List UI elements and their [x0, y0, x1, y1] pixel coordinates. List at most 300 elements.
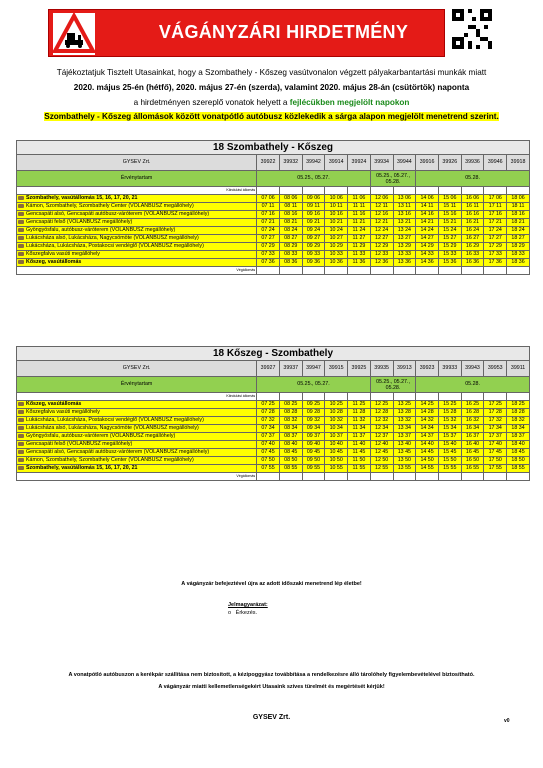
- departure-time: 11 06: [348, 195, 371, 203]
- bus-icon: [18, 466, 24, 470]
- after-closure-note: A vágányzár befejeztével újra az adott időszaki menetrend lép életbe!: [181, 581, 362, 587]
- validity-range: 05.25., 05.27., 05.28.: [370, 377, 415, 393]
- departure-time: 18 25: [507, 401, 530, 409]
- departure-time: 10 21: [325, 219, 348, 227]
- train-number: 39942: [302, 155, 325, 171]
- departure-time: 17 50: [484, 457, 507, 465]
- departure-time: 09 11: [302, 203, 325, 211]
- departure-time: 11 55: [348, 465, 371, 473]
- departure-time: 10 40: [325, 441, 348, 449]
- station-name: Kőszegfalva vasúti megállóhely: [26, 251, 100, 257]
- departure-time: 18 29: [507, 243, 530, 251]
- departure-time: 16 32: [461, 417, 484, 425]
- bus-icon: [18, 196, 24, 200]
- departure-time: 13 34: [393, 425, 416, 433]
- departure-time: 13 45: [393, 449, 416, 457]
- bus-icon: [18, 450, 24, 454]
- departure-time: 08 11: [279, 203, 302, 211]
- departure-time: 09 32: [302, 417, 325, 425]
- validity-label: Érvénytartam: [17, 377, 257, 393]
- departure-time: 09 25: [302, 401, 325, 409]
- departure-time: 07 34: [257, 425, 280, 433]
- departure-time: 18 33: [507, 251, 530, 259]
- bus-icon: [18, 220, 24, 224]
- station-row: [17, 449, 530, 457]
- departure-time: 10 50: [325, 457, 348, 465]
- train-number: 39926: [438, 155, 461, 171]
- departure-time: 12 40: [370, 441, 393, 449]
- departure-time: 11 29: [348, 243, 371, 251]
- departure-time: 13 40: [393, 441, 416, 449]
- timetable-szombathely-koszeg: [16, 140, 530, 275]
- station-name: Gencsapáti felső (VOLÁNBUSZ megállóhely): [26, 219, 133, 225]
- station-row: [17, 425, 530, 433]
- departure-time: 13 32: [393, 417, 416, 425]
- departure-time: 11 25: [348, 401, 371, 409]
- departure-time: 08 32: [279, 417, 302, 425]
- departure-time: 08 29: [279, 243, 302, 251]
- departure-time: 16 11: [461, 203, 484, 211]
- departure-time: 15 16: [438, 211, 461, 219]
- departure-time: 14 28: [416, 409, 439, 417]
- origin-marker: Kiindulási állomás: [17, 393, 257, 401]
- departure-time: 17 25: [484, 401, 507, 409]
- departure-time: 12 32: [370, 417, 393, 425]
- station-name: Gyöngyösfalu, autóbusz-váróterem (VOLÁNBUSZ megállóhely): [26, 227, 176, 233]
- departure-time: 17 06: [484, 195, 507, 203]
- departure-time: 14 55: [416, 465, 439, 473]
- station-row: [17, 465, 530, 473]
- intro-line-2: [0, 82, 543, 93]
- train-number: 39914: [325, 155, 348, 171]
- departure-time: 07 25: [257, 401, 280, 409]
- departure-time: 15 24: [438, 227, 461, 235]
- validity-range: 05.28.: [416, 377, 530, 393]
- station-name: Gencsapáti alsó, Gencsapáti autóbusz-váróterem (VOLÁNBUSZ megállóhely): [26, 211, 210, 217]
- bus-icon: [18, 426, 24, 430]
- train-number: 39911: [507, 361, 530, 377]
- departure-time: 18 24: [507, 227, 530, 235]
- station-row: [17, 203, 530, 211]
- station-name: Lukácsháza, Lukácsháza, Postakocsi vendéglő (VOLÁNBUSZ megállóhely): [26, 243, 204, 249]
- operator-label: GYSEV Zrt.: [17, 155, 257, 171]
- departure-time: 07 32: [257, 417, 280, 425]
- departure-time: 10 45: [325, 449, 348, 457]
- departure-time: 09 29: [302, 243, 325, 251]
- departure-time: 15 11: [438, 203, 461, 211]
- departure-time: 17 16: [484, 211, 507, 219]
- origin-marker: Kiindulási állomás: [17, 187, 257, 195]
- station-row: [17, 433, 530, 441]
- legend-title: Jelmagyarázat:: [228, 602, 268, 608]
- departure-time: 14 24: [416, 227, 439, 235]
- departure-time: 09 55: [302, 465, 325, 473]
- departure-time: 12 50: [370, 457, 393, 465]
- train-number: 39925: [348, 361, 371, 377]
- departure-time: 11 45: [348, 449, 371, 457]
- departure-time: 13 11: [393, 203, 416, 211]
- intro-line-4: [0, 111, 543, 122]
- bus-icon: [18, 204, 24, 208]
- departure-time: 13 21: [393, 219, 416, 227]
- departure-time: 16 06: [461, 195, 484, 203]
- departure-time: 12 45: [370, 449, 393, 457]
- departure-time: 09 06: [302, 195, 325, 203]
- departure-time: 18 55: [507, 465, 530, 473]
- departure-time: 10 24: [325, 227, 348, 235]
- departure-time: 13 36: [393, 259, 416, 267]
- train-number: 39935: [370, 361, 393, 377]
- validity-range: 05.25., 05.27.: [257, 171, 371, 187]
- station-row: [17, 401, 530, 409]
- apology-note: A vágányzár miatti kellemetlenségekért Utasaink szíves türelmét és megértését kérjük!: [158, 684, 385, 690]
- departure-time: 18 34: [507, 425, 530, 433]
- departure-time: 07 06: [257, 195, 280, 203]
- train-number: 39918: [507, 155, 530, 171]
- departure-time: 12 55: [370, 465, 393, 473]
- station-row: [17, 243, 530, 251]
- departure-time: 13 24: [393, 227, 416, 235]
- train-number: 39932: [279, 155, 302, 171]
- departure-time: 14 50: [416, 457, 439, 465]
- departure-time: 17 32: [484, 417, 507, 425]
- departure-time: 11 21: [348, 219, 371, 227]
- station-row: [17, 259, 530, 267]
- departure-time: 17 28: [484, 409, 507, 417]
- departure-time: 16 36: [461, 259, 484, 267]
- departure-time: 18 27: [507, 235, 530, 243]
- departure-time: 12 28: [370, 409, 393, 417]
- railway-works-warning-icon: [53, 13, 95, 55]
- validity-range: 05.25., 05.27.: [257, 377, 371, 393]
- departure-time: 15 33: [438, 251, 461, 259]
- departure-time: 15 40: [438, 441, 461, 449]
- station-name: Lukácsháza, Lukácsháza, Postakocsi vendéglő (VOLÁNBUSZ megállóhely): [26, 417, 204, 423]
- train-number: 39933: [438, 361, 461, 377]
- departure-time: 16 16: [461, 211, 484, 219]
- departure-time: 17 34: [484, 425, 507, 433]
- timetable-koszeg-szombathely: [16, 346, 530, 481]
- departure-time: 14 06: [416, 195, 439, 203]
- departure-time: 16 28: [461, 409, 484, 417]
- departure-time: 11 28: [348, 409, 371, 417]
- departure-time: 10 32: [325, 417, 348, 425]
- departure-time: 13 33: [393, 251, 416, 259]
- train-number: 39913: [393, 361, 416, 377]
- departure-time: 07 45: [257, 449, 280, 457]
- departure-time: 17 40: [484, 441, 507, 449]
- departure-time: 14 40: [416, 441, 439, 449]
- departure-time: 09 28: [302, 409, 325, 417]
- station-row: [17, 417, 530, 425]
- station-name: Kámon, Szombathely, Szombathely Center (VOLÁNBUSZ megállóhely): [26, 203, 194, 209]
- legend-item-label: Érkezés.: [235, 610, 258, 616]
- station-row: [17, 441, 530, 449]
- departure-time: 10 27: [325, 235, 348, 243]
- departure-time: 07 28: [257, 409, 280, 417]
- bus-icon: [18, 434, 24, 438]
- departure-time: 07 11: [257, 203, 280, 211]
- departure-time: 16 50: [461, 457, 484, 465]
- departure-time: 14 21: [416, 219, 439, 227]
- departure-time: 15 28: [438, 409, 461, 417]
- departure-time: 17 37: [484, 433, 507, 441]
- departure-time: 14 45: [416, 449, 439, 457]
- train-number: 39947: [302, 361, 325, 377]
- departure-time: 12 34: [370, 425, 393, 433]
- departure-time: 13 50: [393, 457, 416, 465]
- train-number: 39916: [416, 155, 439, 171]
- departure-time: 07 33: [257, 251, 280, 259]
- bus-icon: [18, 252, 24, 256]
- departure-time: 09 40: [302, 441, 325, 449]
- departure-time: 11 16: [348, 211, 371, 219]
- departure-time: 08 21: [279, 219, 302, 227]
- departure-time: 08 24: [279, 227, 302, 235]
- departure-time: 09 37: [302, 433, 325, 441]
- departure-time: 18 32: [507, 417, 530, 425]
- departure-time: 07 16: [257, 211, 280, 219]
- departure-time: 09 33: [302, 251, 325, 259]
- version-label: v0: [504, 718, 510, 724]
- departure-time: 14 32: [416, 417, 439, 425]
- departure-time: 11 34: [348, 425, 371, 433]
- departure-time: 07 36: [257, 259, 280, 267]
- departure-time: 11 50: [348, 457, 371, 465]
- train-number: 39915: [325, 361, 348, 377]
- departure-time: 08 36: [279, 259, 302, 267]
- departure-time: 16 45: [461, 449, 484, 457]
- departure-time: 12 36: [370, 259, 393, 267]
- departure-time: 14 29: [416, 243, 439, 251]
- departure-time: 10 33: [325, 251, 348, 259]
- departure-time: 15 25: [438, 401, 461, 409]
- departure-time: 16 55: [461, 465, 484, 473]
- departure-time: 18 40: [507, 441, 530, 449]
- departure-time: 10 34: [325, 425, 348, 433]
- departure-time: 18 50: [507, 457, 530, 465]
- departure-time: 18 36: [507, 259, 530, 267]
- operator-label: GYSEV Zrt.: [17, 361, 257, 377]
- departure-time: 16 40: [461, 441, 484, 449]
- departure-time: 14 16: [416, 211, 439, 219]
- departure-time: 08 37: [279, 433, 302, 441]
- departure-time: 12 37: [370, 433, 393, 441]
- legend-item: [228, 610, 268, 616]
- departure-time: 13 37: [393, 433, 416, 441]
- train-number: 39944: [393, 155, 416, 171]
- departure-time: 17 29: [484, 243, 507, 251]
- departure-time: 11 36: [348, 259, 371, 267]
- station-name: Gyöngyösfalu, autóbusz-váróterem (VOLÁNBUSZ megállóhely): [26, 433, 176, 439]
- station-row: [17, 211, 530, 219]
- departure-time: 08 55: [279, 465, 302, 473]
- departure-time: 11 33: [348, 251, 371, 259]
- departure-time: 15 55: [438, 465, 461, 473]
- departure-time: 10 55: [325, 465, 348, 473]
- departure-time: 15 29: [438, 243, 461, 251]
- station-name: Kőszegfalva vasúti megállóhely: [26, 409, 100, 415]
- departure-time: 09 21: [302, 219, 325, 227]
- departure-time: 07 29: [257, 243, 280, 251]
- station-row: [17, 409, 530, 417]
- departure-time: 10 11: [325, 203, 348, 211]
- departure-time: 09 45: [302, 449, 325, 457]
- intro-line-3b: fejlécükben megjelölt napokon: [289, 98, 410, 107]
- table-title: 18 Szombathely - Kőszeg: [17, 141, 530, 155]
- validity-range: 05.25., 05.27., 05.28.: [370, 171, 415, 187]
- intro-line-3a: a hirdetményen szereplő vonatok helyett a: [133, 98, 290, 107]
- departure-time: 18 37: [507, 433, 530, 441]
- qr-code-icon: [452, 9, 492, 49]
- departure-time: 11 27: [348, 235, 371, 243]
- bus-icon: [18, 212, 24, 216]
- departure-time: 13 25: [393, 401, 416, 409]
- departure-time: 08 45: [279, 449, 302, 457]
- departure-time: 15 45: [438, 449, 461, 457]
- bus-icon: [18, 442, 24, 446]
- bicycle-note: A vonatpótló autóbuszon a kerékpár szállítása nem biztosított, a kézipoggyász továbbítása a rendelkezésre álló tárolóhely figyelembevételével biztosítható.: [68, 672, 475, 678]
- legend: [228, 602, 268, 616]
- train-number: 39922: [257, 155, 280, 171]
- departure-time: 12 29: [370, 243, 393, 251]
- train-number: 39953: [484, 361, 507, 377]
- departure-time: 09 34: [302, 425, 325, 433]
- departure-time: 07 27: [257, 235, 280, 243]
- departure-time: 12 33: [370, 251, 393, 259]
- station-name: Lukácsháza alsó, Lukácsháza, Nagycsömöte (VOLÁNBUSZ megállóhely): [26, 235, 199, 241]
- departure-time: 13 29: [393, 243, 416, 251]
- departure-time: 18 45: [507, 449, 530, 457]
- intro-highlight: Szombathely - Kőszeg állomások között vonatpótló autóbusz közlekedik a sárga alapon megjelölt menetrend szerint.: [44, 112, 499, 121]
- departure-time: 11 11: [348, 203, 371, 211]
- departure-time: 12 24: [370, 227, 393, 235]
- departure-time: 17 36: [484, 259, 507, 267]
- bus-icon: [18, 410, 24, 414]
- station-name: Gencsapáti alsó, Gencsapáti autóbusz-váróterem (VOLÁNBUSZ megállóhely): [26, 449, 210, 455]
- station-row: [17, 195, 530, 203]
- departure-time: 17 33: [484, 251, 507, 259]
- station-row: [17, 251, 530, 259]
- departure-time: 15 34: [438, 425, 461, 433]
- departure-time: 08 28: [279, 409, 302, 417]
- train-number: 39943: [461, 361, 484, 377]
- bus-icon: [18, 244, 24, 248]
- departure-time: 13 06: [393, 195, 416, 203]
- departure-time: 15 32: [438, 417, 461, 425]
- departure-time: 08 50: [279, 457, 302, 465]
- departure-time: 09 27: [302, 235, 325, 243]
- table-title: 18 Kőszeg - Szombathely: [17, 347, 530, 361]
- station-name: Kőszeg, vasútállomás: [26, 401, 82, 407]
- terminus-marker: Végállomás: [17, 267, 257, 275]
- departure-time: 07 50: [257, 457, 280, 465]
- departure-time: 17 11: [484, 203, 507, 211]
- departure-time: 15 21: [438, 219, 461, 227]
- departure-time: 17 24: [484, 227, 507, 235]
- departure-time: 14 34: [416, 425, 439, 433]
- departure-time: 09 24: [302, 227, 325, 235]
- train-number: 39946: [484, 155, 507, 171]
- departure-time: 18 16: [507, 211, 530, 219]
- departure-time: 08 40: [279, 441, 302, 449]
- train-number: 39924: [348, 155, 371, 171]
- page-title: VÁGÁNYZÁRI HIRDETMÉNY: [158, 22, 409, 42]
- departure-time: 07 37: [257, 433, 280, 441]
- train-number: 39936: [461, 155, 484, 171]
- departure-time: 16 29: [461, 243, 484, 251]
- departure-time: 14 27: [416, 235, 439, 243]
- departure-time: 10 37: [325, 433, 348, 441]
- departure-time: 17 55: [484, 465, 507, 473]
- departure-time: 14 33: [416, 251, 439, 259]
- bus-icon: [18, 418, 24, 422]
- departure-time: 16 27: [461, 235, 484, 243]
- departure-time: 07 55: [257, 465, 280, 473]
- departure-time: 15 36: [438, 259, 461, 267]
- departure-time: 09 36: [302, 259, 325, 267]
- departure-time: 08 27: [279, 235, 302, 243]
- organization-name: GYSEV Zrt.: [252, 714, 291, 721]
- departure-time: 10 06: [325, 195, 348, 203]
- departure-time: 15 37: [438, 433, 461, 441]
- validity-range: 05.28.: [416, 171, 530, 187]
- station-name: Kőszeg, vasútállomás: [26, 259, 82, 265]
- departure-time: 12 11: [370, 203, 393, 211]
- departure-time: 14 25: [416, 401, 439, 409]
- departure-time: 13 27: [393, 235, 416, 243]
- departure-time: 16 34: [461, 425, 484, 433]
- train-number: 39927: [257, 361, 280, 377]
- departure-time: 10 25: [325, 401, 348, 409]
- departure-time: 18 28: [507, 409, 530, 417]
- departure-time: 14 37: [416, 433, 439, 441]
- departure-time: 07 21: [257, 219, 280, 227]
- departure-time: 18 11: [507, 203, 530, 211]
- departure-time: 08 34: [279, 425, 302, 433]
- station-row: [17, 219, 530, 227]
- departure-time: 13 16: [393, 211, 416, 219]
- departure-time: 09 16: [302, 211, 325, 219]
- departure-time: 11 37: [348, 433, 371, 441]
- departure-time: 09 50: [302, 457, 325, 465]
- departure-time: 12 27: [370, 235, 393, 243]
- departure-time: 13 28: [393, 409, 416, 417]
- station-name: Szombathely, vasútállomás 15, 16, 17, 20, 21: [26, 465, 138, 471]
- departure-time: 14 11: [416, 203, 439, 211]
- train-number: 39934: [370, 155, 393, 171]
- departure-time: 12 21: [370, 219, 393, 227]
- station-row: [17, 457, 530, 465]
- station-name: Gencsapáti felső (VOLÁNBUSZ megállóhely): [26, 441, 133, 447]
- departure-time: 15 27: [438, 235, 461, 243]
- departure-time: 15 06: [438, 195, 461, 203]
- bus-icon: [18, 402, 24, 406]
- validity-label: Érvénytartam: [17, 171, 257, 187]
- intro-dates: 2020. május 25-én (hétfő), 2020. május 27-én (szerda), valamint 2020. május 28-án (csütörtök) naponta: [73, 83, 470, 92]
- departure-time: 10 36: [325, 259, 348, 267]
- departure-time: 15 50: [438, 457, 461, 465]
- bus-icon: [18, 458, 24, 462]
- departure-time: 12 25: [370, 401, 393, 409]
- intro-line-1: Tájékoztatjuk Tisztelt Utasainkat, hogy a Szombathely - Kőszeg vasútvonalon végzett pályakarbantartási munkák miatt: [56, 68, 487, 77]
- departure-time: 12 16: [370, 211, 393, 219]
- terminus-marker: Végállomás: [17, 473, 257, 481]
- departure-time: 18 21: [507, 219, 530, 227]
- bus-icon: [18, 260, 24, 264]
- bus-icon: [18, 236, 24, 240]
- departure-time: 14 36: [416, 259, 439, 267]
